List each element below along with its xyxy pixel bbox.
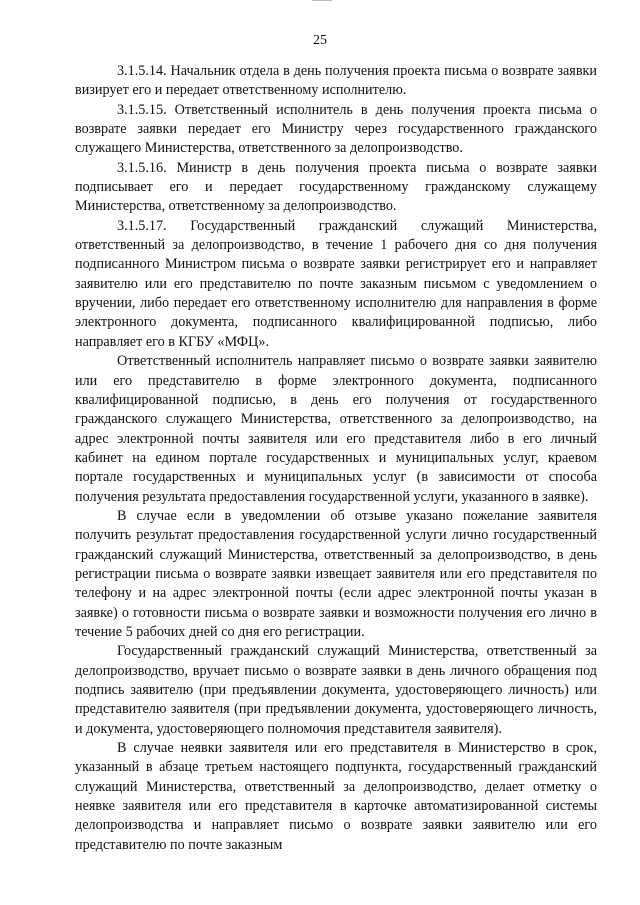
paragraph-non-appearance: В случае неявки заявителя или его представителя в Министерство в срок, указанный в абзаце третьем настоящего подпункта, государственный гражданский служащий Министерства, ответственный за делопроизводство, делает отметку о неявке заявителя или его представителя в карточке автоматизированной системы делопроизводства и направляет письмо о возврате заявки заявителю или его представителю по почте заказным (75, 740, 597, 853)
paragraph-handover: Государственный гражданский служащий Министерства, ответственный за делопроизводство, вручает письмо о возврате заявки в день личного обращения под подпись заявителю (при предъявлении документа, удостоверяющего личность) или представителю заявителя (при предъявлении документа, удостоверяющего личность, и документа, удостоверяющего полномочия представителя заявителя). (75, 643, 597, 737)
paragraph-3-1-5-17: 3.1.5.17. Государственный гражданский служащий Министерства, ответственный за делопроизводство, в течение 1 рабочего дня со дня получения подписанного Министром письма о возврате заявки регистрирует его и направляет заявителю или его представителю по почте заказным письмом с уведомлением о вручении, либо передает его ответственному исполнителю для направления в форме электронного документа, подписанного квалифицированной подписью, либо направляет его в КГБУ «МФЦ». (75, 217, 597, 350)
paragraph-3-1-5-14: 3.1.5.14. Начальник отдела в день получения проекта письма о возврате заявки визирует его и передает ответственному исполнителю. (75, 63, 597, 99)
paragraph-personal-receipt-notice: В случае если в уведомлении об отзыве указано пожелание заявителя получить результат предоставления государственной услуги лично государственный гражданский служащий Министерства, ответственный за делопроизводство, в день регистрации письма о возврате заявки извещает заявителя или его представителя по телефону и на адрес электронной почты (если адрес электронной почты указан в заявке) о готовности письма о возврате заявки и возможности получения его лично в течение 5 рабочих дней со дня его регистрации. (75, 507, 597, 640)
paragraph-3-1-5-15: 3.1.5.15. Ответственный исполнитель в день получения проекта письма о возврате заявки передает его Министру через государственного гражданского служащего Министерства, ответственного за делопроизводство. (75, 101, 597, 157)
top-edge-mark (312, 0, 332, 1)
document-body (75, 62, 597, 855)
paragraph-3-1-5-16: 3.1.5.16. Министр в день получения проекта письма о возврате заявки подписывает его и передает государственному гражданскому служащему Министерства, ответственному за делопроизводство. (75, 159, 597, 215)
page-number: 25 (313, 33, 327, 48)
paragraph-electronic-sending: Ответственный исполнитель направляет письмо о возврате заявки заявителю или его представителю в форме электронного документа, подписанного квалифицированной подписью, в день его получения от государственного гражданского служащего Министерства, ответственного за делопроизводство, на адрес электронной почты заявителя или его представителя либо в его личный кабинет на едином портале государственных и муниципальных услуг, краевом портале государственных и муниципальных услуг (в зависимости от способа получения результата предоставления государственной услуги, указанного в заявке). (75, 353, 597, 505)
